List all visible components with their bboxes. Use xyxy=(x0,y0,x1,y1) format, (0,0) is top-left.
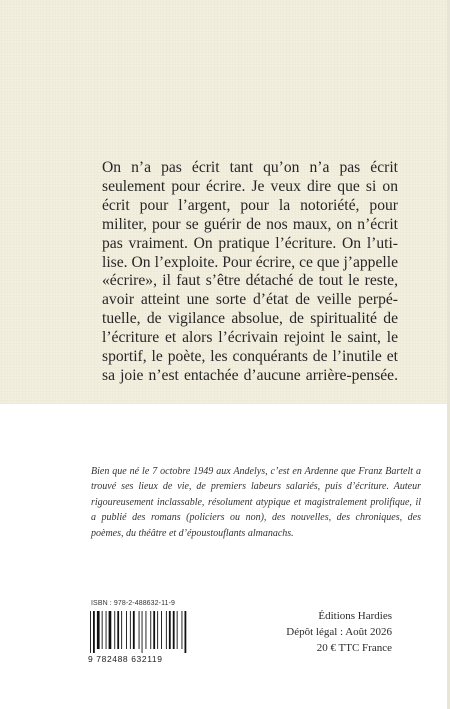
quote-line: avoir atteint une sorte d’état de veille perpé- xyxy=(102,291,398,309)
quote-line: «écrire», il faut s’être détaché de tout le reste, xyxy=(102,272,398,290)
quote-line: pas vraiment. On pratique l’écriture. On l’uti- xyxy=(102,234,398,252)
barcode xyxy=(86,611,206,657)
quote-line: militer, pour se guérir de nos maux, on n’écrit xyxy=(102,215,398,233)
quote-line: lise. On l’exploite. Pour écrire, ce que j’appelle xyxy=(102,253,398,271)
publisher-name: Éditions Hardies xyxy=(318,610,392,622)
quote-line: sportif, le poète, les conquérants de l’inutile et xyxy=(102,348,398,366)
price: 20 € TTC France xyxy=(316,642,392,654)
quote-line: écrit pour l’argent, pour la notoriété, pour xyxy=(102,196,398,214)
isbn-label: ISBN : 978-2-488632-11-9 xyxy=(91,600,175,607)
quote-line: l’écriture et alors l’écrivain rejoint le saint, le xyxy=(102,329,398,347)
back-cover-quote xyxy=(102,159,398,386)
quote-line: tuelle, de vigilance absolue, de spiritualité de xyxy=(102,310,398,328)
quote-line: On n’a pas écrit tant qu’on n’a pas écrit xyxy=(102,159,398,176)
quote-line: seulement pour écrire. Je veux dire que si on xyxy=(102,177,398,195)
publisher-info xyxy=(212,608,392,656)
quote-line: sa joie n’est entachée d’aucune arrière-pensée. xyxy=(102,366,398,384)
author-biography: Bien que né le 7 octobre 1949 aux Andelys, c’est en Ardenne que Franz Bartelt a trouvé ses lieux de vie, de premiers labeurs salariés, puis d’écriture. Auteur rigoureusement inclassable, résolument atypique et magistralement prolifique, il a publié des romans (policiers ou non), des nouvelles, des chroniques, des poèmes, du théâtre et d’époustouflants almanachs. xyxy=(91,466,421,539)
legal-deposit: Dépôt légal : Août 2026 xyxy=(286,626,392,638)
barcode-digits: 9 782488 632119 xyxy=(88,654,163,664)
